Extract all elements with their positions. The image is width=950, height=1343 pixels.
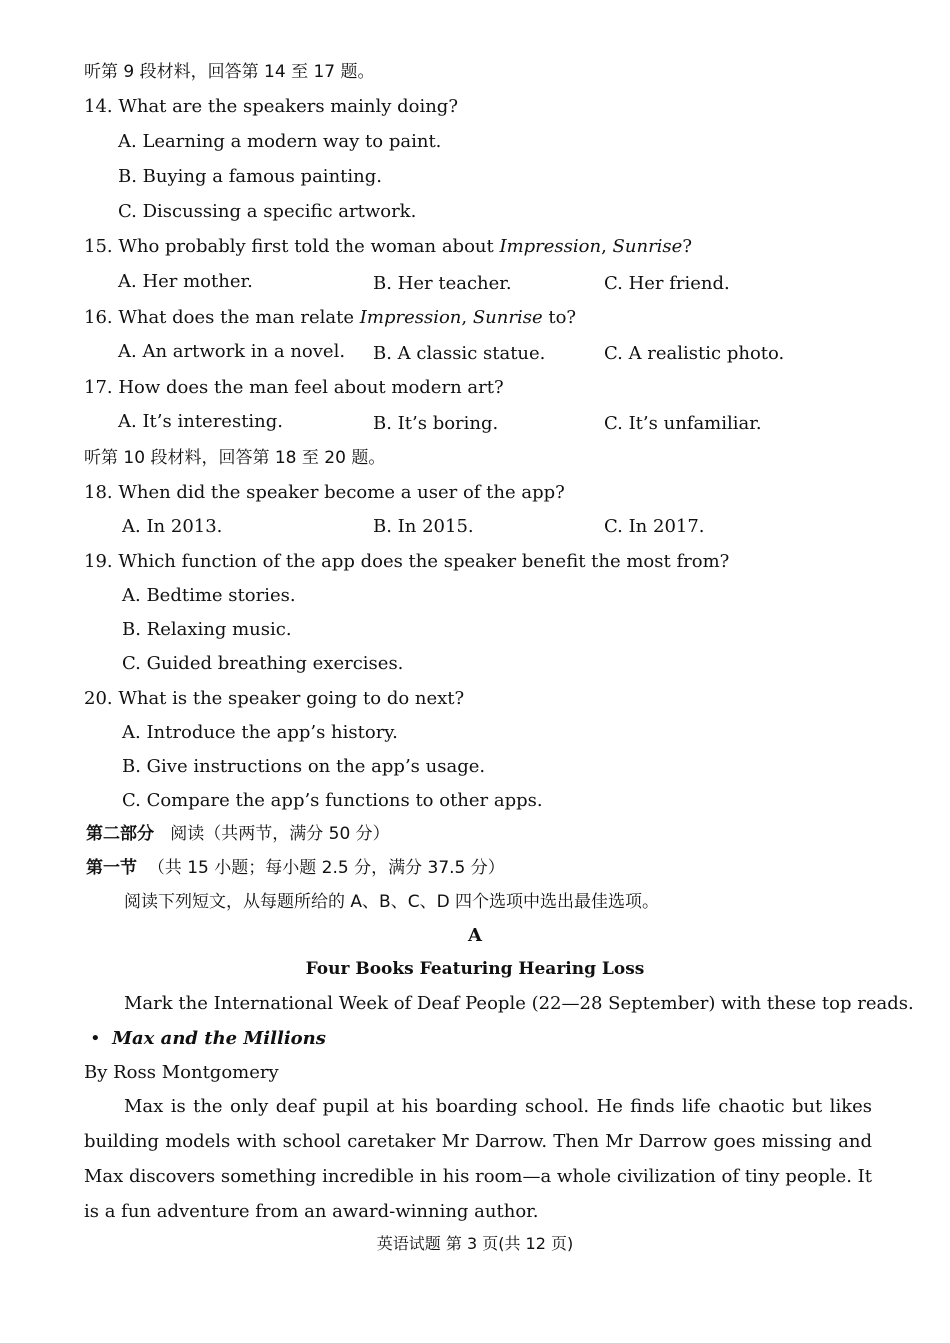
question-14-option-a: A. Learning a modern way to paint. — [118, 131, 442, 152]
question-19-option-a: A. Bedtime stories. — [122, 585, 296, 606]
question-16-option-a: A. An artwork in a novel. — [118, 341, 346, 362]
question-18-option-c: C. In 2017. — [604, 516, 705, 537]
question-19-option-b: B. Relaxing music. — [122, 619, 292, 640]
book-description: Max is the only deaf pupil at his boarding school. He finds life chaotic but likes building models with school caretaker Mr Darrow. Then Mr Darrow goes missing and Max discovers something incredible in his room—a whole civilization of tiny people. It is a fun adventure from an award-winning author. — [84, 1096, 872, 1222]
book-title: Max and the Millions — [112, 1028, 326, 1049]
question-14-option-c: C. Discussing a specific artwork. — [118, 201, 417, 222]
question-15-option-a: A. Her mother. — [118, 271, 253, 292]
question-17-option-a: A. It’s interesting. — [118, 411, 284, 432]
question-16-stem-post: to? — [542, 307, 577, 328]
part2-heading — [86, 822, 390, 846]
question-15-title-impression: Impression — [499, 236, 602, 257]
part2-title: 第二部分 — [86, 824, 154, 844]
question-17-option-c: C. It’s unfamiliar. — [604, 413, 762, 434]
question-16-title-impression: Impression — [359, 307, 462, 328]
question-15-stem — [84, 235, 692, 259]
passage-intro: Mark the International Week of Deaf People (22—28 September) with these top reads. — [124, 993, 914, 1014]
section10-header: 听第 10 段材料，回答第 18 至 20 题。 — [84, 448, 386, 468]
question-15-option-c: C. Her friend. — [604, 273, 730, 294]
question-20-stem: 20. What is the speaker going to do next? — [84, 688, 465, 709]
question-16-title-sunrise: Sunrise — [472, 307, 543, 328]
question-15-title-sunrise: Sunrise — [612, 236, 683, 257]
question-18-option-b: B. In 2015. — [373, 516, 474, 537]
question-18-stem: 18. When did the speaker become a user of the app? — [84, 482, 565, 503]
question-14-option-b: B. Buying a famous painting. — [118, 166, 382, 187]
question-15-separator: , — [601, 236, 613, 257]
section1-title: 第一节 — [86, 858, 137, 878]
question-16-stem-pre: 16. What does the man relate — [84, 307, 360, 328]
page-footer: 英语试题 第 3 页(共 12 页) — [376, 1234, 574, 1253]
question-15-stem-post: ? — [682, 236, 692, 257]
question-19-option-c: C. Guided breathing exercises. — [122, 653, 404, 674]
question-18-option-a: A. In 2013. — [122, 516, 223, 537]
question-16-option-c: C. A realistic photo. — [604, 343, 785, 364]
section1-heading — [86, 856, 505, 880]
question-17-option-b: B. It’s boring. — [373, 413, 499, 434]
book-entry — [90, 1027, 326, 1051]
section1-subtitle: （共 15 小题；每小题 2.5 分，满分 37.5 分） — [147, 858, 505, 878]
question-20-option-a: A. Introduce the app’s history. — [122, 722, 398, 743]
passage-letter: A — [468, 925, 482, 946]
question-19-stem: 19. Which function of the app does the speaker benefit the most from? — [84, 551, 730, 572]
question-17-stem: 17. How does the man feel about modern art? — [84, 377, 504, 398]
question-15-stem-pre: 15. Who probably first told the woman about — [84, 236, 500, 257]
section1-instruction: 阅读下列短文，从每题所给的 A、B、C、D 四个选项中选出最佳选项。 — [124, 892, 660, 912]
question-20-option-b: B. Give instructions on the app’s usage. — [122, 756, 486, 777]
part2-subtitle: 阅读（共两节，满分 50 分） — [170, 824, 390, 844]
question-20-option-c: C. Compare the app’s functions to other apps. — [122, 790, 543, 811]
question-14-stem: 14. What are the speakers mainly doing? — [84, 96, 458, 117]
section9-header: 听第 9 段材料，回答第 14 至 17 题。 — [84, 62, 375, 82]
question-15-option-b: B. Her teacher. — [373, 273, 512, 294]
book-author: By Ross Montgomery — [84, 1062, 279, 1083]
question-16-stem — [84, 306, 576, 330]
question-16-option-b: B. A classic statue. — [373, 343, 546, 364]
passage-title: Four Books Featuring Hearing Loss — [305, 959, 645, 979]
bullet-icon: • — [90, 1028, 101, 1049]
question-16-separator: , — [461, 307, 473, 328]
